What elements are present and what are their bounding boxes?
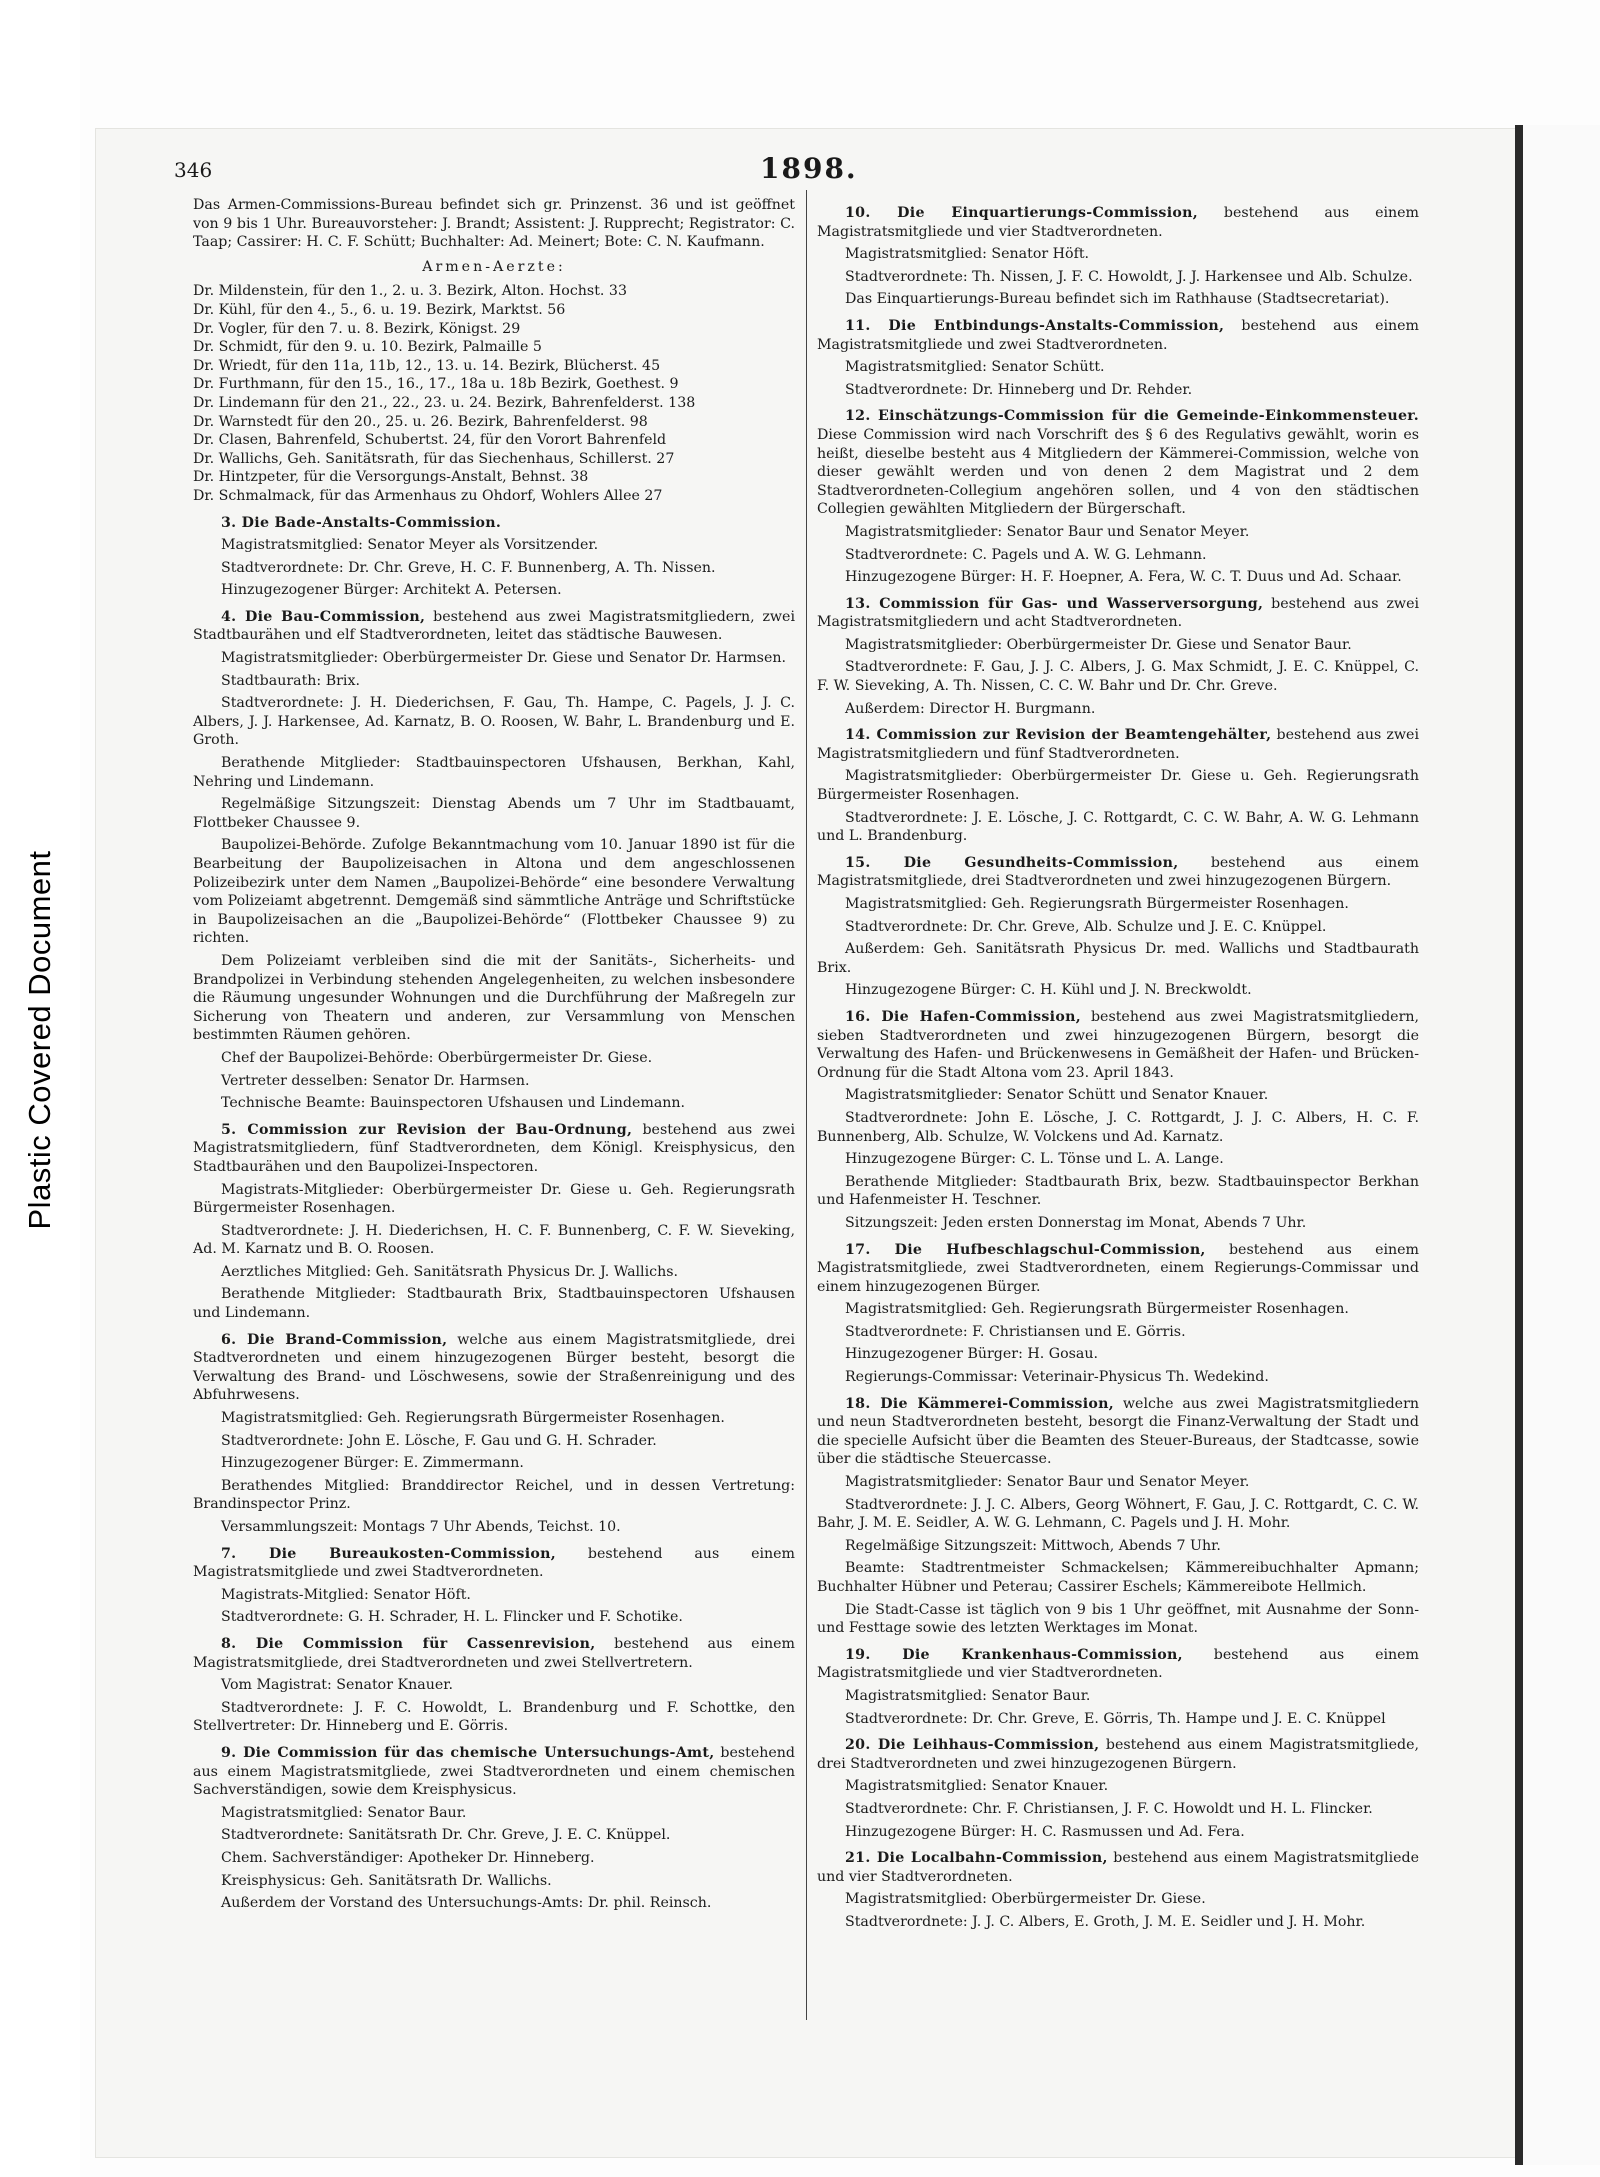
paragraph: Dem Polizeiamt verbleiben sind die mit der Sanitäts-, Sicherheits- und Brandpolizei in Verbindung stehenden Angelegenheiten, zu welchen insbesondere die Räumung ungesunder Wohnungen und die Durchführung der Maßregeln zur Sicherung von Theatern und anderen, zur Versammlung von Menschen bestimmten Räumen gehören. <box>193 952 795 1044</box>
left-column <box>193 196 795 1917</box>
paragraph: Stadtverordnete: J. H. Diederichsen, F. Gau, Th. Hampe, C. Pagels, J. J. C. Albers, J. J. Harkensee, Ad. Karnatz, B. O. Roosen, W. Bahr, L. Brandenburg und E. Groth. <box>193 695 795 749</box>
paragraph: Versammlungszeit: Montags 7 Uhr Abends, Teichst. 10. <box>221 1519 621 1535</box>
section-description: bestehend aus einem Magistratsmitgliede, zwei Stadtverordneten und einem chemischen Sachverständigen, sowie dem Kreisphysicus. <box>193 1744 795 1799</box>
paragraph: Vom Magistrat: Senator Knauer. <box>221 1677 453 1694</box>
paragraph: Stadtverordnete: Sanitätsrath Dr. Chr. Greve, J. E. C. Knüppel. <box>221 1827 671 1844</box>
book-spine <box>1515 125 1523 2165</box>
paragraph: Baupolizei-Behörde. Zufolge Bekanntmachung vom 10. Januar 1890 ist für die Bearbeitung der Baupolizeisachen in Altona und dem angeschlossenen Polizeibezirk unter dem Namen „Baupolizei-Behörde“ eine besondere Verwaltung vom Polizeiamt abgetrennt. Demgemäß sind sämmtliche Anträge und Schriftstücke in Baupolizeisachen an die „Baupolizei-Behörde“ (Flottbeker Chaussee 9) zu richten. <box>193 837 795 947</box>
section-heading <box>817 1736 1419 1773</box>
list-item: Dr. Schmidt, für den 9. u. 10. Bezirk, Palmaille 5 <box>193 339 542 356</box>
list-item: Dr. Hintzpeter, für die Versorgungs-Anstalt, Behnst. 38 <box>193 469 589 486</box>
paragraph: Stadtverordnete: Dr. Chr. Greve, Alb. Schulze und J. E. C. Knüppel. <box>845 918 1327 935</box>
paragraph: Stadtverordnete: Dr. Chr. Greve, E. Görris, Th. Hampe und J. E. C. Knüppel <box>845 1710 1386 1727</box>
paragraph: Kreisphysicus: Geh. Sanitätsrath Dr. Wallichs. <box>221 1872 552 1889</box>
page-year: 1898. <box>760 152 858 185</box>
paragraph: Magistratsmitglieder: Senator Baur und Senator Meyer. <box>845 523 1250 540</box>
section-heading <box>817 1008 1419 1082</box>
paragraph: Magistratsmitglieder: Oberbürgermeister Dr. Giese und Senator Baur. <box>845 636 1352 653</box>
section-description: bestehend aus zwei Magistratsmitgliedern, sieben Stadtverordneten und zwei hinzugezogenen Bürgern, besorgt die Verwaltung des Hafen- und Brückenwesens in Gemäßheit der Hafen- und Brücken-Ordnung für die Stadt Altona vom 23. April 1843. <box>817 1008 1419 1081</box>
list-item: Dr. Kühl, für den 4., 5., 6. u. 19. Bezirk, Marktst. 56 <box>193 301 566 318</box>
section-heading <box>193 608 795 645</box>
paragraph: Stadtbaurath: Brix. <box>221 672 360 689</box>
section-heading <box>817 1849 1419 1886</box>
paragraph: Berathendes Mitglied: Branddirector Reichel, und in dessen Vertretung: Brandinspector Prinz. <box>193 1477 795 1513</box>
paragraph: Magistrats-Mitglieder: Oberbürgermeister Dr. Giese u. Geh. Regierungsrath Bürgermeister Rosenhagen. <box>193 1181 795 1217</box>
section-description: bestehend aus einem Magistratsmitgliede, drei Stadtverordneten und zwei hinzugezogenen Bürgern. <box>817 1737 1419 1772</box>
section-title: 19. Die Krankenhaus-Commission, <box>845 1646 1183 1663</box>
section-heading <box>193 1545 795 1582</box>
paragraph: Aerztliches Mitglied: Geh. Sanitätsrath Physicus Dr. J. Wallichs. <box>221 1263 679 1280</box>
section-title: 10. Die Einquartierungs-Commission, <box>845 205 1199 221</box>
section-title: 18. Die Kämmerei-Commission, <box>845 1395 1115 1412</box>
list-item: Dr. Wallichs, Geh. Sanitätsrath, für das Siechenhaus, Schillerst. 27 <box>193 450 675 467</box>
section-description: bestehend aus einem Magistratsmitgliede, drei Stadtverordneten und zwei hinzugezogenen Bürgern. <box>817 854 1420 890</box>
section-description: bestehend aus einem Magistratsmitgliede und vier Stadtverordneten. <box>817 1850 1419 1885</box>
paragraph: Beamte: Stadtrentmeister Schmackelsen; Kämmereibuchhalter Apmann; Buchhalter Hübner und Peterau; Cassirer Eschels; Kämmereibote Hellmich. <box>817 1560 1419 1595</box>
section-title: 4. Die Bau-Commission, <box>221 608 426 625</box>
paragraph: Regelmäßige Sitzungszeit: Mittwoch, Abends 7 Uhr. <box>845 1537 1221 1554</box>
paragraph: Hinzugezogene Bürger: H. F. Hoepner, A. Fera, W. C. T. Duus und Ad. Schaar. <box>845 569 1402 586</box>
paragraph: Magistratsmitglied: Senator Höft. <box>845 246 1090 263</box>
paragraph: Hinzugezogene Bürger: C. L. Tönse und L. A. Lange. <box>845 1151 1224 1168</box>
paragraph: Stadtverordnete: G. H. Schrader, H. L. Flincker und F. Schotike. <box>221 1609 683 1626</box>
paragraph: Magistratsmitglied: Oberbürgermeister Dr. Giese. <box>845 1891 1206 1908</box>
section-title: 15. Die Gesundheits-Commission, <box>845 854 1179 871</box>
paragraph: Technische Beamte: Bauinspectoren Ufshausen und Lindemann. <box>221 1095 686 1112</box>
paragraph: Magistratsmitglied: Senator Baur. <box>845 1687 1091 1704</box>
paragraph: Stadtverordnete: Dr. Hinneberg und Dr. Rehder. <box>845 381 1193 398</box>
paragraph: Hinzugezogener Bürger: H. Gosau. <box>845 1346 1099 1363</box>
section-heading <box>817 407 1419 519</box>
section-heading <box>193 1331 795 1405</box>
paragraph: Magistrats-Mitglied: Senator Höft. <box>221 1586 471 1603</box>
paragraph: Hinzugezogener Bürger: Architekt A. Petersen. <box>221 582 562 599</box>
paragraph: Außerdem der Vorstand des Untersuchungs-Amts: Dr. phil. Reinsch. <box>221 1895 712 1912</box>
paragraph: Stadtverordnete: J. F. C. Howoldt, L. Brandenburg und F. Schottke, den Stellvertreter: Dr. Hinneberg und E. Görris. <box>193 1699 795 1735</box>
paragraph: Stadtverordnete: J. H. Diederichsen, H. C. F. Bunnenberg, C. F. W. Sieveking, Ad. M. Karnatz und B. O. Roosen. <box>193 1222 795 1258</box>
section-title: 16. Die Hafen-Commission, <box>845 1008 1081 1025</box>
section-description: bestehend aus einem Magistratsmitgliede und vier Stadtverordneten. <box>817 205 1419 240</box>
section-title: 11. Die Entbindungs-Anstalts-Commission, <box>845 317 1225 334</box>
section-title: 3. Die Bade-Anstalts-Commission. <box>221 514 502 531</box>
section-title: 17. Die Hufbeschlagschul-Commission, <box>845 1241 1206 1258</box>
paragraph: Magistratsmitglied: Geh. Regierungsrath Bürgermeister Rosenhagen. <box>845 896 1349 912</box>
section-description: bestehend aus zwei Magistratsmitgliedern und fünf Stadtverordneten. <box>817 727 1419 762</box>
section-heading <box>817 1395 1419 1469</box>
paragraph: Stadtverordnete: Dr. Chr. Greve, H. C. F. Bunnenberg, A. Th. Nissen. <box>221 559 716 576</box>
paragraph: Hinzugezogener Bürger: E. Zimmermann. <box>221 1455 524 1472</box>
paragraph: Magistratsmitglieder: Senator Baur und Senator Meyer. <box>845 1474 1250 1491</box>
list-item: Dr. Lindemann für den 21., 22., 23. u. 24. Bezirk, Bahrenfelderst. 138 <box>193 394 696 411</box>
paragraph: Hinzugezogene Bürger: H. C. Rasmussen und Ad. Fera. <box>845 1823 1245 1840</box>
paragraph: Magistratsmitglied: Senator Baur. <box>221 1804 467 1821</box>
section-title: 8. Die Commission für Cassenrevision, <box>221 1635 596 1652</box>
column-divider <box>806 190 807 2020</box>
paragraph: Magistratsmitglied: Geh. Regierungsrath Bürgermeister Rosenhagen. <box>845 1301 1349 1318</box>
paragraph: Die Stadt-Casse ist täglich von 9 bis 1 Uhr geöffnet, mit Ausnahme der Sonn- und Festtage sowie des letzten Werktages im Monat. <box>817 1601 1419 1637</box>
paragraph: Berathende Mitglieder: Stadtbaurath Brix, bezw. Stadtbauinspector Berkhan und Hafenmeister H. Teschner. <box>817 1173 1419 1209</box>
paragraph: Stadtverordnete: F. Christiansen und E. Görris. <box>845 1323 1186 1340</box>
section-description: bestehend aus einem Magistratsmitgliede und zwei Stadtverordneten. <box>817 317 1420 353</box>
paragraph: Stadtverordnete: Th. Nissen, J. F. C. Howoldt, J. J. Harkensee und Alb. Schulze. <box>845 268 1413 285</box>
section-description: bestehend aus zwei Magistratsmitgliedern, zwei Stadtbaurähen und elf Stadtverordneten, leitet das städtische Bauwesen. <box>193 608 795 644</box>
paragraph: Chem. Sachverständiger: Apotheker Dr. Hinneberg. <box>221 1849 595 1866</box>
section-heading <box>817 204 1419 241</box>
sidebar-label <box>10 850 70 1230</box>
section-title: 12. Einschätzungs-Commission für die Gemeinde-Einkommensteuer. <box>845 408 1419 425</box>
section-heading <box>817 317 1419 354</box>
section-description: bestehend aus zwei Magistratsmitgliedern und acht Stadtverordneten. <box>817 595 1420 631</box>
section-heading <box>817 595 1419 632</box>
paragraph: Magistratsmitglied: Senator Knauer. <box>845 1778 1109 1795</box>
section-description: welche aus zwei Magistratsmitgliedern und neun Stadtverordneten besteht, besorgt die Finanz-Verwaltung der Stadt und die specielle Aufsicht über die Beamten des Steuer-Bureaus, der Stadtcasse, sowie über die städtische Steuercasse. <box>817 1395 1419 1468</box>
section-title: 14. Commission zur Revision der Beamtengehälter, <box>845 727 1272 744</box>
list-item: Dr. Warnstedt für den 20., 25. u. 26. Bezirk, Bahrenfelderst. 98 <box>193 413 648 430</box>
paragraph: Berathende Mitglieder: Stadtbauinspectoren Ufshausen, Berkhan, Kahl, Nehring und Lindemann. <box>193 755 795 790</box>
list-item: Dr. Furthmann, für den 15., 16., 17., 18a u. 18b Bezirk, Goethest. 9 <box>193 376 679 393</box>
section-title: 20. Die Leihhaus-Commission, <box>845 1737 1100 1754</box>
page-number: 346 <box>174 158 213 182</box>
section-description: Diese Commission wird nach Vorschrift des § 6 des Regulativs gewählt, worin es heißt, dieselbe besteht aus 4 Mitgliedern der Kämmerei-Commission, welche von dieser gewählt werden und von denen 2 dem Magistrat und 2 dem Stadtverordneten-Collegium angehören sollen, und 4 von den städtischen Collegien gewählten Mitgliedern der Bürgerschaft. <box>817 426 1419 518</box>
paragraph: Magistratsmitglied: Senator Schütt. <box>845 359 1105 376</box>
paragraph: Stadtverordnete: J. E. Lösche, J. C. Rottgardt, C. C. W. Bahr, A. W. G. Lehmann und L. Brandenburg. <box>817 809 1419 845</box>
paragraph: Hinzugezogene Bürger: C. H. Kühl und J. N. Breckwoldt. <box>845 982 1252 999</box>
section-title: 21. Die Localbahn-Commission, <box>845 1850 1108 1867</box>
section-heading <box>193 1121 795 1177</box>
paragraph: Stadtverordnete: John E. Lösche, F. Gau und G. H. Schrader. <box>221 1432 657 1449</box>
section-description: bestehend aus einem Magistratsmitgliede, drei Stadtverordneten und zwei Stellvertretern. <box>193 1635 796 1671</box>
section-description: bestehend aus einem Magistratsmitgliede und zwei Stadtverordneten. <box>193 1545 795 1581</box>
paragraph: Regierungs-Commissar: Veterinair-Physicus Th. Wedekind. <box>845 1369 1269 1386</box>
section-description: bestehend aus einem Magistratsmitgliede, zwei Stadtverordneten, einem Regierungs-Commissar und einem hinzugezogenen Bürger. <box>817 1241 1419 1295</box>
paragraph: Sitzungszeit: Jeden ersten Donnerstag im Monat, Abends 7 Uhr. <box>845 1214 1307 1231</box>
section-title: 5. Commission zur Revision der Bau-Ordnung, <box>221 1121 633 1138</box>
paragraph: Magistratsmitglied: Geh. Regierungsrath Bürgermeister Rosenhagen. <box>221 1410 725 1427</box>
paragraph: Magistratsmitglied: Senator Meyer als Vorsitzender. <box>221 537 599 554</box>
list-item: Dr. Vogler, für den 7. u. 8. Bezirk, Königst. 29 <box>193 320 521 337</box>
sidebar-strip <box>0 0 80 2177</box>
paragraph: Stadtverordnete: John E. Lösche, J. C. Rottgardt, J. J. C. Albers, H. C. F. Bunnenberg, Alb. Schulze, W. Volckens und Ad. Karnatz. <box>817 1109 1419 1145</box>
paragraph: Stadtverordnete: J. J. C. Albers, E. Groth, J. M. E. Seidler und J. H. Mohr. <box>845 1913 1366 1930</box>
paragraph: Vertreter desselben: Senator Dr. Harmsen. <box>221 1072 530 1089</box>
paragraph: Stadtverordnete: J. J. C. Albers, Georg Wöhnert, F. Gau, J. C. Rottgardt, C. C. W. Bahr, J. M. E. Seidler, A. W. G. Lehmann, C. Pagels und J. H. Mohr. <box>817 1496 1419 1532</box>
paragraph: Das Armen-Commissions-Bureau befindet sich gr. Prinzenst. 36 und ist geöffnet von 9 bis 1 Uhr. Bureauvorsteher: J. Brandt; Assistent: J. Rupprecht; Registrator: C. Taap; Cassirer: H. C. F. Schütt; Buchhalter: Ad. Meinert; Bote: C. N. Kaufmann. <box>193 197 795 251</box>
paragraph: Magistratsmitglieder: Oberbürgermeister Dr. Giese u. Geh. Regierungsrath Bürgermeister Rosenhagen. <box>817 768 1419 804</box>
section-heading <box>193 1635 795 1672</box>
paragraph: Magistratsmitglieder: Senator Schütt und Senator Knauer. <box>845 1087 1269 1104</box>
paragraph: Stadtverordnete: Chr. F. Christiansen, J. F. C. Howoldt und H. L. Flincker. <box>845 1800 1373 1817</box>
right-column <box>817 196 1419 1936</box>
paragraph: Magistratsmitglieder: Oberbürgermeister Dr. Giese und Senator Dr. Harmsen. <box>221 650 787 667</box>
paragraph: Außerdem: Director H. Burgmann. <box>845 700 1096 717</box>
section-heading <box>817 1646 1419 1683</box>
list-item: Dr. Schmalmack, für das Armenhaus zu Ohdorf, Wohlers Allee 27 <box>193 487 663 504</box>
sidebar-label-text: Plastic Covered Document <box>22 850 57 1230</box>
section-title: 13. Commission für Gas- und Wasserversorgung, <box>845 595 1264 612</box>
paragraph: Armen-Aerzte: <box>422 258 566 275</box>
section-description: bestehend aus einem Magistratsmitgliede und vier Stadtverordneten. <box>817 1646 1420 1682</box>
section-title: 9. Die Commission für das chemische Untersuchungs-Amt, <box>221 1744 715 1761</box>
section-heading <box>193 1744 795 1800</box>
paragraph: Das Einquartierungs-Bureau befindet sich im Rathhause (Stadtsecretariat). <box>845 291 1390 308</box>
paragraph: Außerdem: Geh. Sanitätsrath Physicus Dr. med. Wallichs und Stadtbaurath Brix. <box>817 941 1419 976</box>
section-description: welche aus einem Magistratsmitgliede, drei Stadtverordneten und einem hinzugezogenen Bürger besteht, besorgt die Verwaltung des Brand- und Löschwesens, sowie der Straßenreinigung und des Abfuhrwesens. <box>193 1331 795 1404</box>
paragraph: Regelmäßige Sitzungszeit: Dienstag Abends um 7 Uhr im Stadtbauamt, Flottbeker Chaussee 9. <box>193 796 795 831</box>
section-heading <box>817 1241 1419 1297</box>
list-item: Dr. Clasen, Bahrenfeld, Schubertst. 24, für den Vorort Bahrenfeld <box>193 432 667 449</box>
paragraph: Chef der Baupolizei-Behörde: Oberbürgermeister Dr. Giese. <box>221 1049 653 1066</box>
paragraph: Stadtverordnete: F. Gau, J. J. C. Albers, J. G. Max Schmidt, J. E. C. Knüppel, C. F. W. Sieveking, A. Th. Nissen, C. C. W. Bahr und Dr. Chr. Greve. <box>817 659 1419 695</box>
facing-page-edge <box>1523 125 1600 2165</box>
list-item: Dr. Wriedt, für den 11a, 11b, 12., 13. u. 14. Bezirk, Blücherst. 45 <box>193 357 661 374</box>
section-heading <box>817 726 1419 763</box>
section-title: 6. Die Brand-Commission, <box>221 1331 448 1348</box>
section-description: bestehend aus zwei Magistratsmitgliedern, fünf Stadtverordneten, dem Königl. Kreisphysicus, den Stadtbaurähen und den Baupolizei-Inspectoren. <box>193 1121 795 1175</box>
section-heading <box>193 514 795 533</box>
paragraph: Berathende Mitglieder: Stadtbaurath Brix, Stadtbauinspectoren Ufshausen und Lindemann. <box>193 1286 795 1322</box>
paragraph: Stadtverordnete: C. Pagels und A. W. G. Lehmann. <box>845 546 1207 563</box>
section-heading <box>817 854 1419 891</box>
section-title: 7. Die Bureaukosten-Commission, <box>221 1545 557 1562</box>
list-item: Dr. Mildenstein, für den 1., 2. u. 3. Bezirk, Alton. Hochst. 33 <box>193 283 627 300</box>
